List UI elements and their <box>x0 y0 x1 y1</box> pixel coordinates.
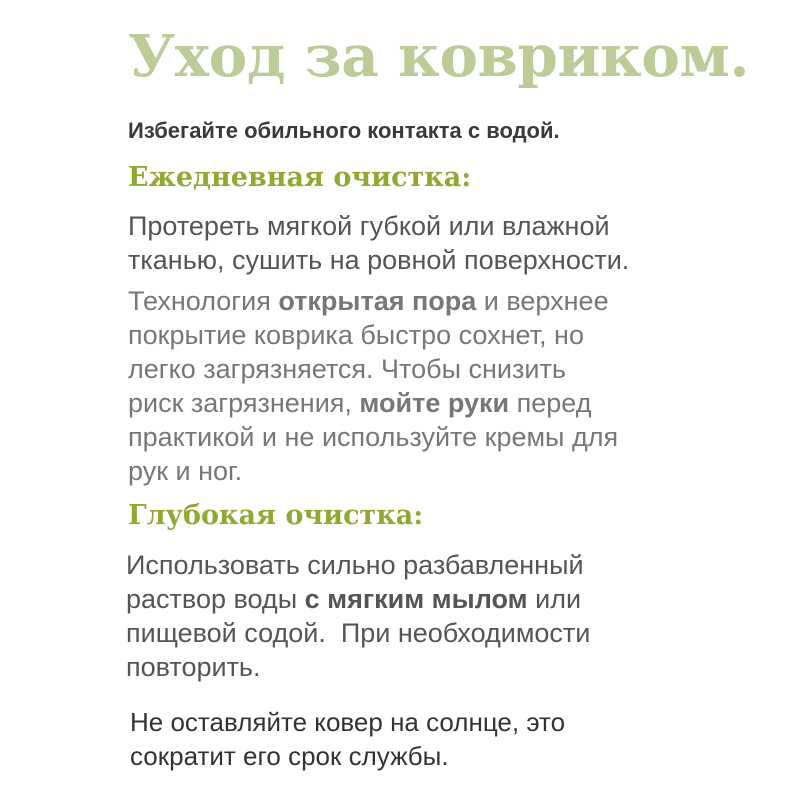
open-pore-technology-note <box>128 284 618 488</box>
text-line: Не оставляйте ковер на солнце, это <box>130 707 566 737</box>
daily-cleaning-instructions <box>128 209 629 277</box>
text-line: риск загрязнения, мойте руки перед <box>128 388 592 418</box>
water-warning: Избегайте обильного контакта с водой. <box>128 118 560 143</box>
sun-warning <box>130 705 565 773</box>
text-line: Технология открытая пора и верхнее <box>128 286 609 316</box>
text-line: пищевой содой. При необходимости <box>126 618 591 648</box>
emphasis-open-pore: открытая пора <box>278 286 477 316</box>
text-line: легко загрязняется. Чтобы снизить <box>128 354 566 384</box>
deep-cleaning-instructions <box>126 548 590 684</box>
deep-cleaning-heading: Глубокая очистка: <box>128 500 424 531</box>
text-line: рук и ног. <box>128 456 243 486</box>
text-line: раствор воды с мягким мылом или <box>126 584 582 614</box>
text-line: Протереть мягкой губкой или влажной <box>128 211 610 241</box>
text-line: повторить. <box>126 652 261 682</box>
page-title: Уход за ковриком. <box>128 22 750 90</box>
text-line: практикой и не используйте кремы для <box>128 422 619 452</box>
text-line: Использовать сильно разбавленный <box>126 550 584 580</box>
text-line: тканью, сушить на ровной поверхности. <box>128 245 630 275</box>
text-line: сократит его срок службы. <box>130 741 449 771</box>
emphasis-mild-soap: с мягким мылом <box>304 584 528 614</box>
emphasis-wash-hands: мойте руки <box>359 388 510 418</box>
text-line: покрытие коврика быстро сохнет, но <box>128 320 584 350</box>
daily-cleaning-heading: Ежедневная очистка: <box>128 162 472 193</box>
